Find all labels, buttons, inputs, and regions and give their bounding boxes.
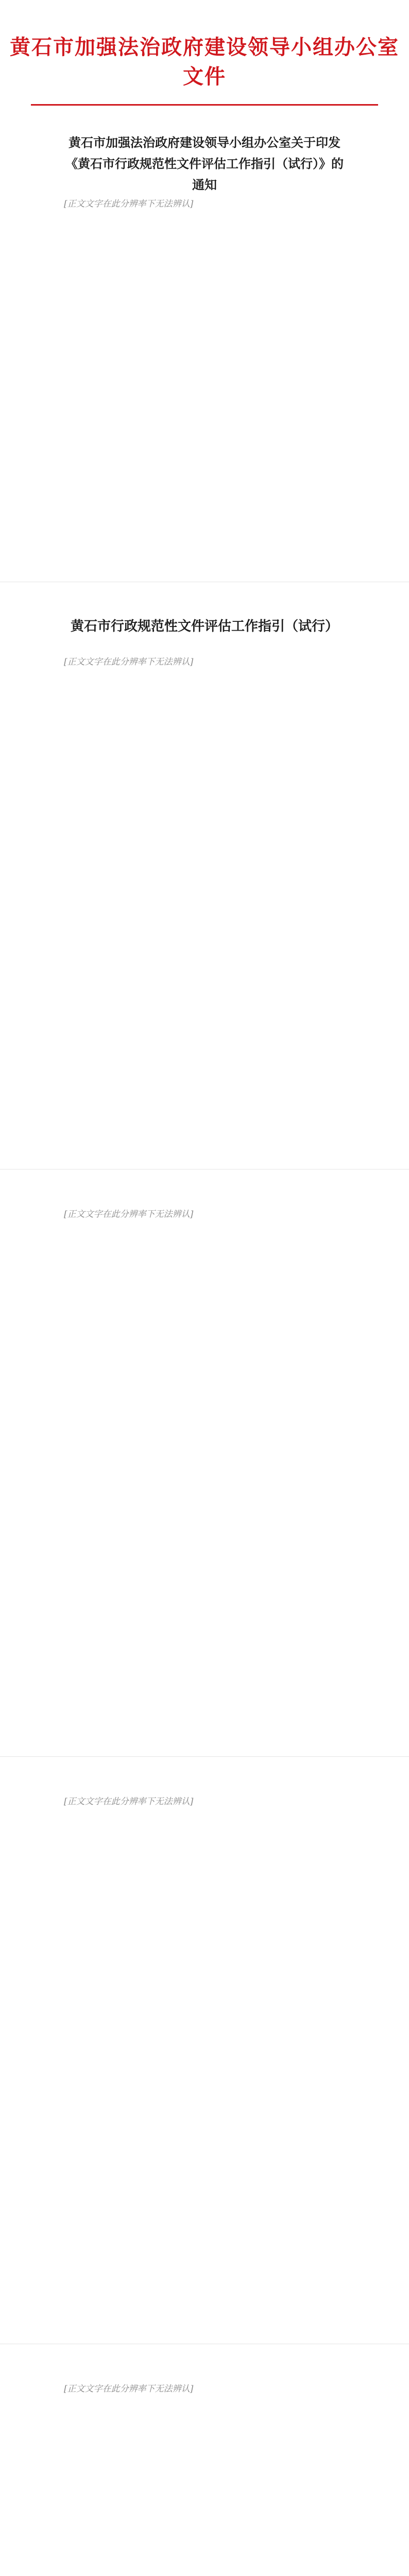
- masthead-rule: [31, 104, 378, 106]
- measures-title: 黄石市行政规范性文件评估工作指引（试行）: [70, 619, 338, 634]
- page-4: [0, 1757, 409, 2344]
- page-5: [0, 2344, 409, 2576]
- page-1: [0, 0, 409, 582]
- measures-body: [正文文字在此分辨率下无法辨认]: [64, 656, 194, 667]
- notice-title: 黄石市加强法治政府建设领导小组办公室关于印发《黄石市行政规范性文件评估工作指引（试行）》的通知: [65, 135, 344, 192]
- page-body: [正文文字在此分辨率下无法辨认]: [64, 1209, 194, 1219]
- page-3: [0, 1170, 409, 1757]
- page-body: [正文文字在此分辨率下无法辨认]: [64, 1797, 194, 1807]
- page-2: [0, 582, 409, 1170]
- page-body: [正文文字在此分辨率下无法辨认]: [64, 2384, 194, 2394]
- document-masthead: 黄石市加强法治政府建设领导小组办公室文件: [10, 35, 399, 89]
- notice-body: [正文文字在此分辨率下无法辨认]: [64, 199, 194, 210]
